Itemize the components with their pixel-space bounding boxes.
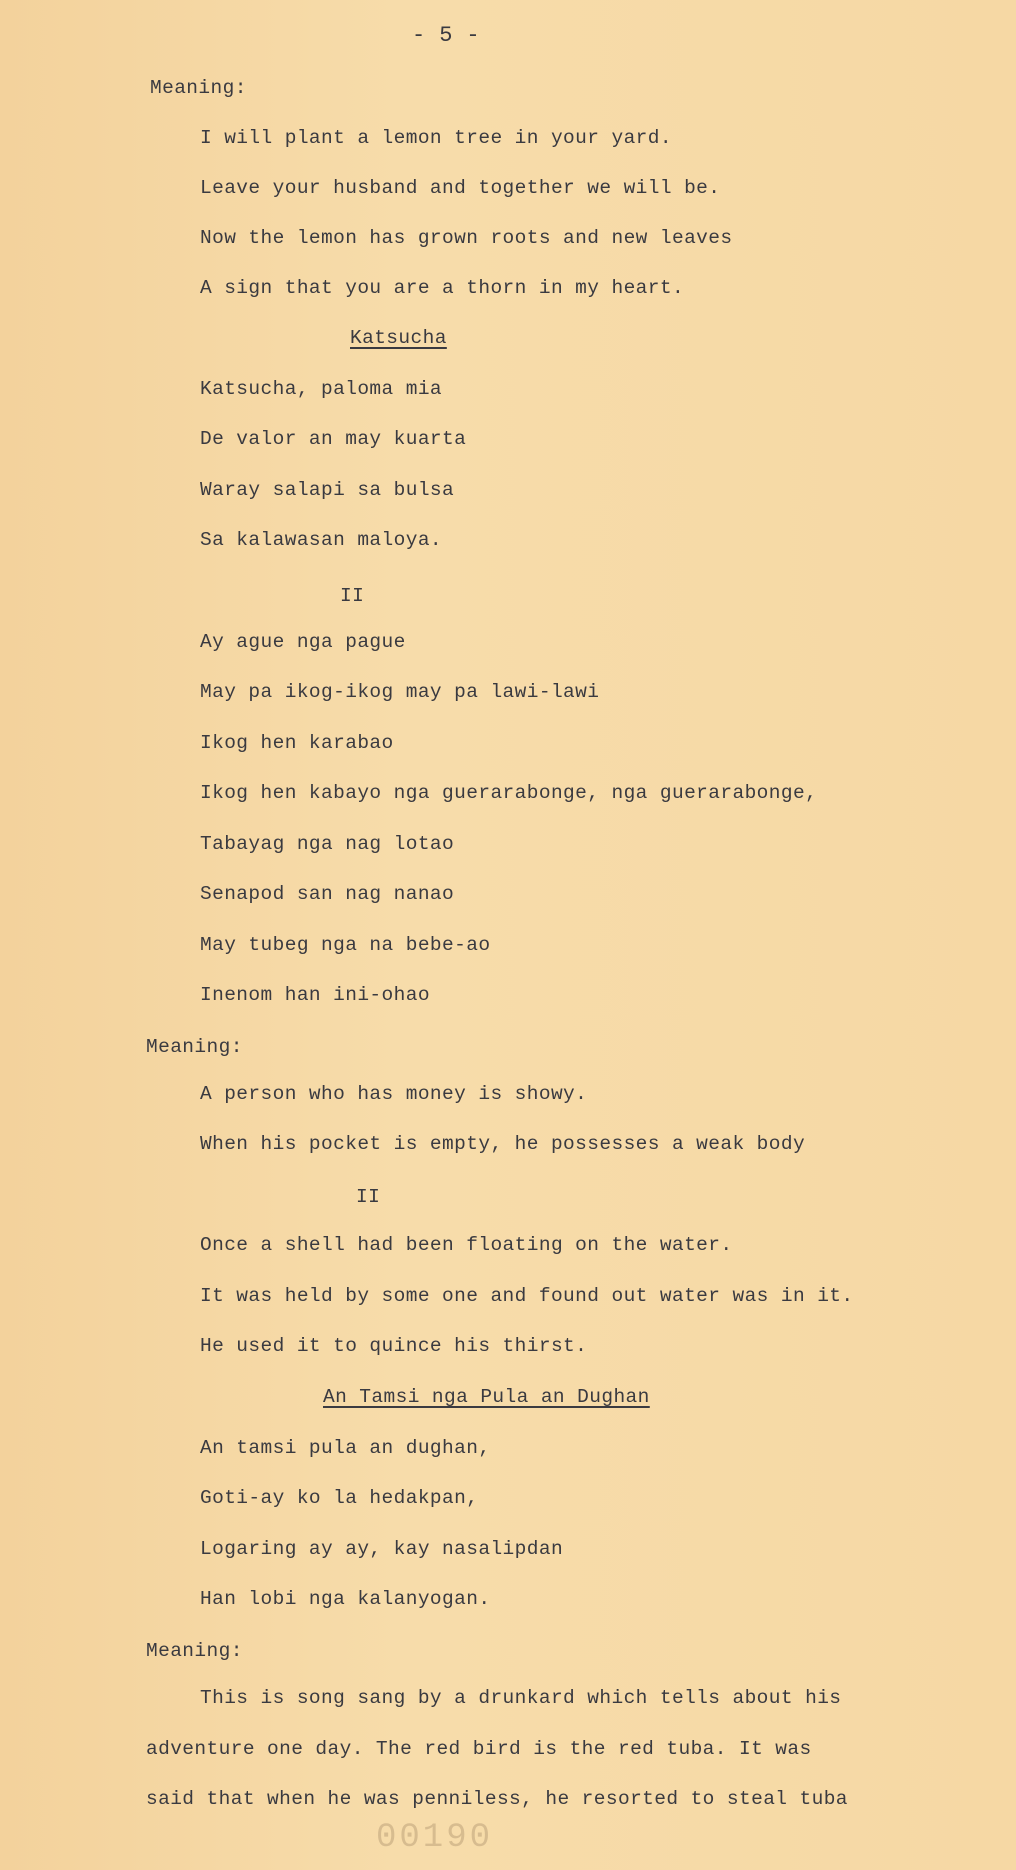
archive-stamp: 00190 <box>376 1819 494 1857</box>
stanza-numeral: II <box>356 1186 381 1208</box>
text-line: Leave your husband and together we will be. <box>200 177 721 199</box>
section-title-katsucha: Katsucha <box>350 327 447 349</box>
text-line: It was held by some one and found out water was in it. <box>200 1285 854 1307</box>
text-line: said that when he was penniless, he resorted to steal tuba <box>146 1788 848 1810</box>
verse-line: Senapod san nag nanao <box>200 883 455 905</box>
text-line: This is song sang by a drunkard which tells about his <box>200 1687 842 1709</box>
verse-line: Tabayag nga nag lotao <box>200 833 455 855</box>
text-line: adventure one day. The red bird is the red tuba. It was <box>146 1738 812 1760</box>
verse-line: Sa kalawasan maloya. <box>200 529 443 551</box>
text-line: Once a shell had been floating on the water. <box>200 1234 733 1256</box>
verse-line: Inenom han ini-ohao <box>200 984 430 1006</box>
text-line: He used it to quince his thirst. <box>200 1335 588 1357</box>
verse-line: An tamsi pula an dughan, <box>200 1437 491 1459</box>
verse-line: Ikog hen karabao <box>200 732 394 754</box>
page-number: - 5 - <box>412 23 481 48</box>
verse-line: Han lobi nga kalanyogan. <box>200 1588 491 1610</box>
verse-line: Ikog hen kabayo nga guerarabonge, nga guerarabonge, <box>200 782 818 804</box>
meaning-heading-3: Meaning: <box>146 1640 243 1662</box>
verse-line: May pa ikog-ikog may pa lawi-lawi <box>200 681 600 703</box>
text-line: A sign that you are a thorn in my heart. <box>200 277 685 299</box>
text-line: When his pocket is empty, he possesses a weak body <box>200 1133 806 1155</box>
meaning-heading-2: Meaning: <box>146 1036 243 1058</box>
text-line: Now the lemon has grown roots and new leaves <box>200 227 733 249</box>
verse-line: Katsucha, paloma mia <box>200 378 443 400</box>
meaning-heading-1: Meaning: <box>150 77 247 99</box>
verse-line: May tubeg nga na bebe-ao <box>200 934 491 956</box>
text-line: I will plant a lemon tree in your yard. <box>200 127 672 149</box>
stanza-numeral: II <box>340 585 365 607</box>
verse-line: De valor an may kuarta <box>200 428 467 450</box>
verse-line: Ay ague nga pague <box>200 631 406 653</box>
text-line: A person who has money is showy. <box>200 1083 588 1105</box>
verse-line: Logaring ay ay, kay nasalipdan <box>200 1538 564 1560</box>
verse-line: Waray salapi sa bulsa <box>200 479 455 501</box>
verse-line: Goti-ay ko la hedakpan, <box>200 1487 479 1509</box>
section-title-tamsi: An Tamsi nga Pula an Dughan <box>323 1386 650 1408</box>
